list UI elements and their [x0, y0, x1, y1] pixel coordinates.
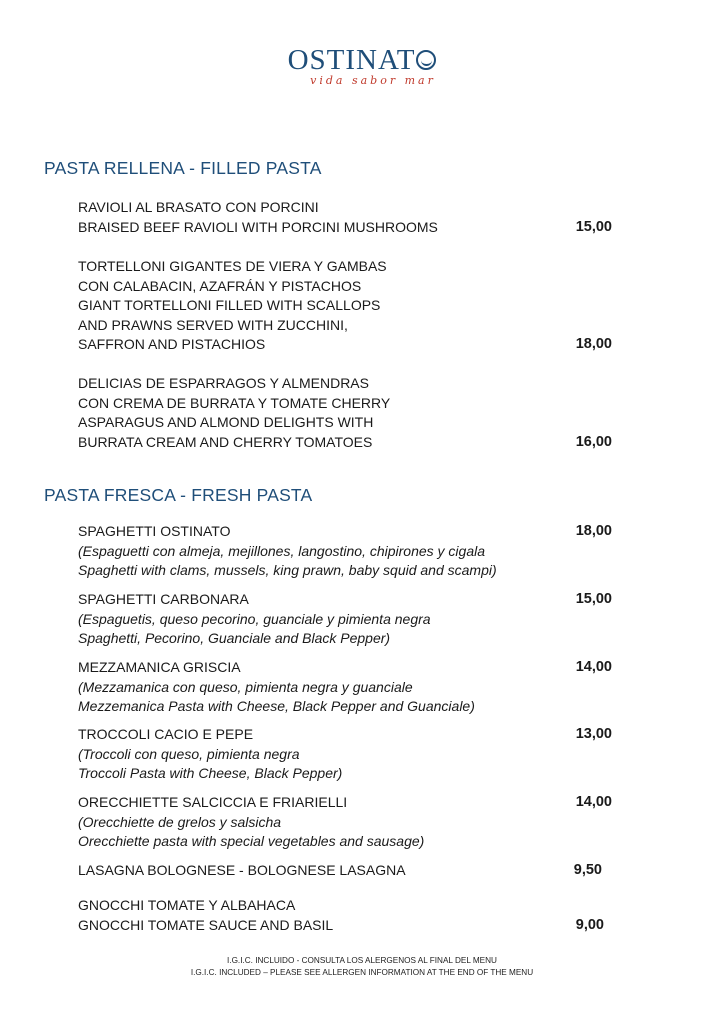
menu-item: [78, 896, 612, 935]
item-line: BURRATA CREAM AND CHERRY TOMATOES: [78, 433, 373, 450]
menu-item: [78, 861, 612, 881]
item-description: Troccoli Pasta with Cheese, Black Pepper): [78, 765, 343, 781]
item-description: (Espaguetti con almeja, mejillones, langostino, chipirones y cigala: [78, 542, 485, 559]
item-line: LASAGNA BOLOGNESE - BOLOGNESE LASAGNA: [78, 862, 406, 878]
menu-item: [78, 793, 612, 852]
item-name: SPAGHETTI CARBONARA: [78, 591, 249, 607]
item-description: Mezzemanica Pasta with Cheese, Black Pepper and Guanciale): [78, 698, 475, 714]
item-description: (Orecchiette de grelos y salsicha: [78, 813, 282, 830]
menu-item: [78, 590, 612, 649]
item-price: 13,00: [575, 726, 612, 742]
menu-item: [78, 374, 612, 452]
item-line: BRAISED BEEF RAVIOLI WITH PORCINI MUSHROOMS: [78, 218, 438, 235]
item-line: GIANT TORTELLONI FILLED WITH SCALLOPS: [78, 297, 381, 313]
item-description: (Troccoli con queso, pimienta negra: [78, 745, 300, 762]
item-price: 9,50: [573, 862, 602, 878]
brand-tagline: vida sabor mar: [310, 74, 436, 87]
brand-name: OSTINAT: [287, 44, 416, 76]
item-line: DELICIAS DE ESPARRAGOS Y ALMENDRAS: [78, 375, 369, 391]
wave-o-icon: [416, 50, 436, 70]
item-price: 9,00: [575, 916, 604, 933]
item-price: 16,00: [575, 433, 612, 450]
menu-item: [78, 198, 612, 237]
item-description: (Espaguetis, queso pecorino, guanciale y pimienta negra: [78, 610, 431, 627]
item-price: 15,00: [575, 591, 612, 607]
menu-item: [78, 658, 612, 717]
item-line: GNOCCHI TOMATE Y ALBAHACA: [78, 897, 296, 913]
item-description: Spaghetti, Pecorino, Guanciale and Black Pepper): [78, 630, 391, 646]
menu-item: [78, 257, 612, 355]
item-line: RAVIOLI AL BRASATO CON PORCINI: [78, 199, 319, 215]
item-line: CON CREMA DE BURRATA Y TOMATE CHERRY: [78, 394, 391, 411]
item-line: CON CALABACIN, AZAFRÁN Y PISTACHOS: [78, 277, 362, 294]
item-line: SAFFRON AND PISTACHIOS: [78, 336, 266, 352]
item-line: AND PRAWNS SERVED WITH ZUCCHINI,: [78, 316, 348, 333]
item-price: 18,00: [575, 336, 612, 352]
item-description: Orecchiette pasta with special vegetables and sausage): [78, 833, 425, 849]
item-description: Spaghetti with clams, mussels, king prawn, baby squid and scampi): [78, 562, 497, 578]
item-price: 15,00: [575, 218, 612, 235]
brand-logo: [0, 44, 724, 87]
footer-line-es: I.G.I.C. INCLUIDO - CONSULTA LOS ALERGENOS AL FINAL DEL MENU: [227, 956, 497, 965]
item-name: MEZZAMANICA GRISCIA: [78, 659, 241, 675]
section-title-filled-pasta: PASTA RELLENA - FILLED PASTA: [44, 158, 322, 178]
section-title-fresh-pasta: PASTA FRESCA - FRESH PASTA: [44, 485, 313, 505]
item-price: 14,00: [575, 794, 612, 810]
item-line: GNOCCHI TOMATE SAUCE AND BASIL: [78, 916, 334, 933]
item-description: (Mezzamanica con queso, pimienta negra y guanciale: [78, 678, 413, 695]
item-name: SPAGHETTI OSTINATO: [78, 523, 231, 539]
footer-note: [0, 955, 724, 979]
item-name: ORECCHIETTE SALCICCIA E FRIARIELLI: [78, 794, 348, 810]
item-line: ASPARAGUS AND ALMOND DELIGHTS WITH: [78, 414, 374, 430]
footer-line-en: I.G.I.C. INCLUDED – PLEASE SEE ALLERGEN INFORMATION AT THE END OF THE MENU: [190, 968, 534, 977]
brand-wordmark: [288, 44, 437, 76]
item-line: TORTELLONI GIGANTES DE VIERA Y GAMBAS: [78, 258, 387, 274]
item-name: TROCCOLI CACIO E PEPE: [78, 726, 254, 742]
menu-item: [78, 725, 612, 784]
item-price: 14,00: [575, 659, 612, 675]
item-price: 18,00: [575, 523, 612, 539]
menu-item: [78, 522, 612, 581]
